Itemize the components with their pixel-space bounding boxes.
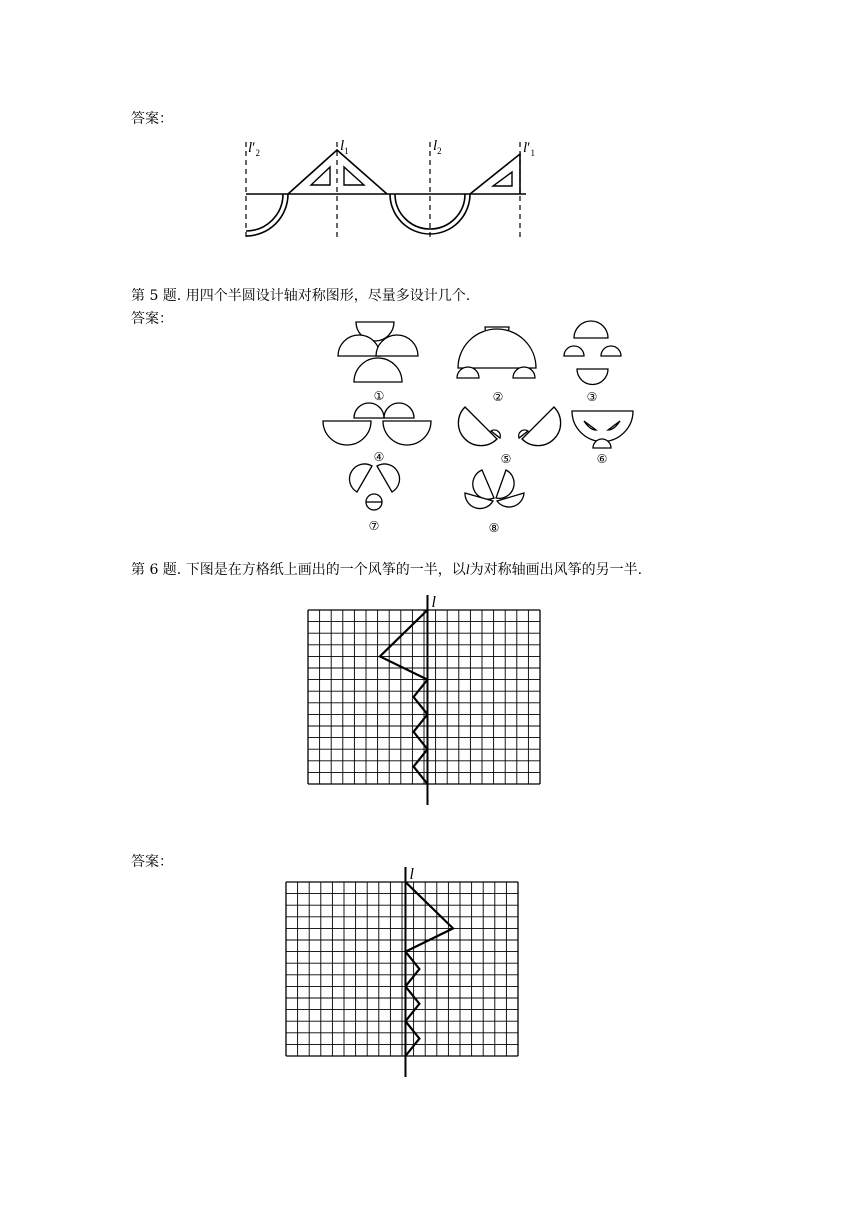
- label-l1-prime: $l'_1$: [523, 140, 535, 158]
- kite-grid-question: [300, 590, 550, 810]
- label-l2: $l_2$: [433, 138, 442, 156]
- design-label-5: ⑤: [500, 452, 512, 466]
- question-6: 第 6 题. 下图是在方格纸上画出的一个风筝的一半，以l为对称轴画出风筝的另一半.: [131, 562, 643, 578]
- design-label-2: ②: [492, 390, 504, 404]
- label-l2-prime: $l'_2$: [248, 140, 260, 158]
- question-6-answer-label: 答案：: [131, 854, 173, 870]
- semicircle-designs: [310, 318, 650, 543]
- design-label-8: ⑧: [488, 521, 500, 535]
- design-label-7: ⑦: [368, 519, 380, 533]
- axis-label-question: l: [431, 594, 436, 611]
- design-label-3: ③: [586, 390, 598, 404]
- kite-grid-answer: [278, 862, 528, 1082]
- kite-half-outline: [380, 610, 428, 784]
- design-label-1: ①: [373, 389, 385, 403]
- symmetry-figure-1: [230, 130, 550, 250]
- answer-label-top: 答案：: [131, 111, 173, 127]
- axis-label-answer: l: [409, 866, 414, 883]
- design-label-6: ⑥: [596, 452, 608, 466]
- label-l1: $l_1$: [340, 138, 349, 156]
- kite-half-outline: [405, 882, 453, 1056]
- question-5-answer-label: 答案：: [131, 311, 173, 327]
- design-label-4: ④: [373, 450, 385, 464]
- question-5: 第 5 题. 用四个半圆设计轴对称图形，尽量多设计几个.: [131, 288, 471, 304]
